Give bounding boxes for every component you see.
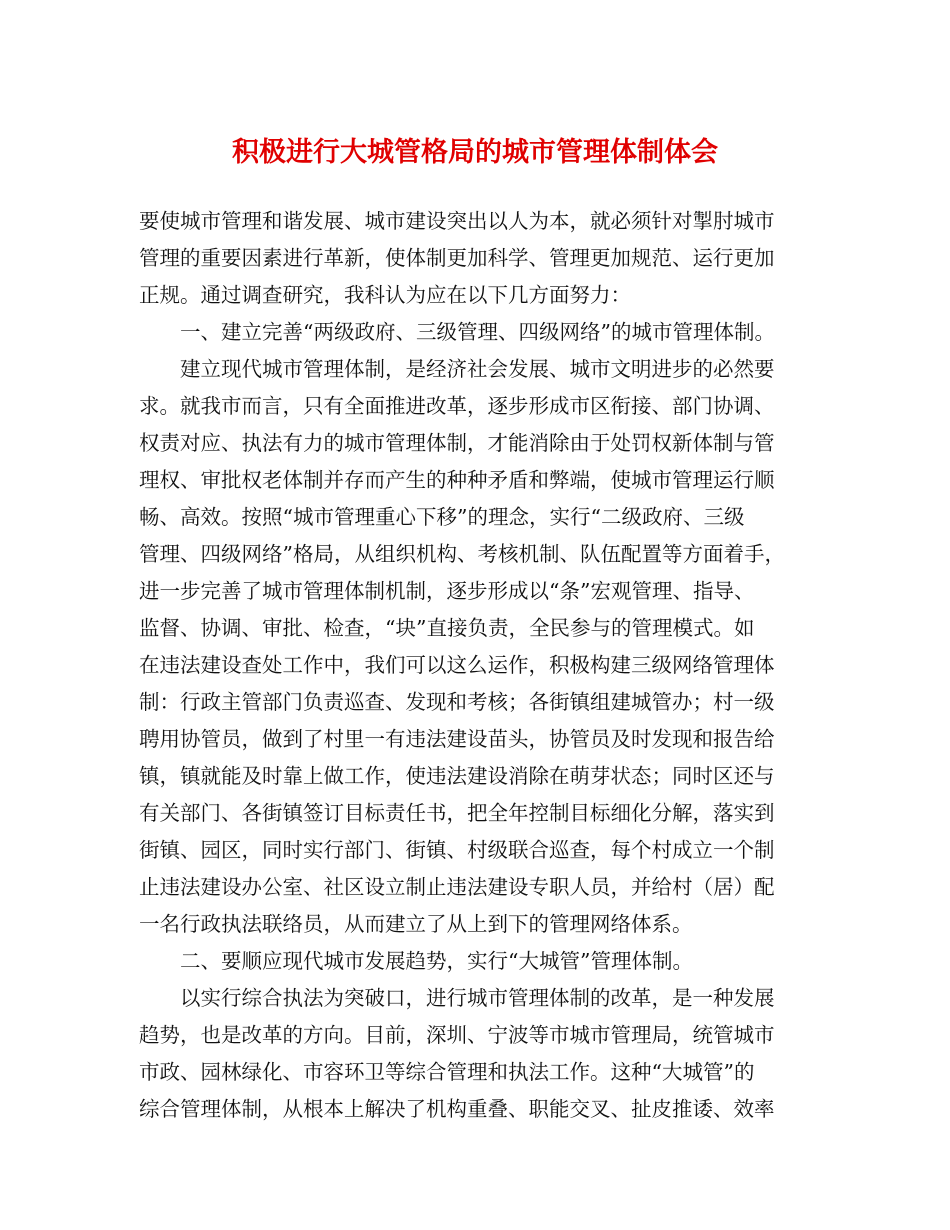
paragraph-line: 聘用协管员，做到了村里一有违法建设苗头，协管员及时发现和报告给	[139, 727, 775, 751]
paragraph-line: 综合管理体制，从根本上解决了机构重叠、职能交叉、扯皮推诿、效率	[139, 1097, 775, 1121]
paragraph-line: 止违法建设办公室、社区设立制止违法建设专职人员，并给村（居）配	[139, 875, 775, 899]
paragraph-line: 制：行政主管部门负责巡查、发现和考核；各街镇组建城管办；村一级	[139, 690, 775, 714]
paragraph-line: 趋势，也是改革的方向。目前，深圳、宁波等市城市管理局，统管城市	[139, 1023, 775, 1047]
paragraph-line: 街镇、园区，同时实行部门、街镇、村级联合巡查，每个村成立一个制	[139, 838, 775, 862]
paragraph-line: 进一步完善了城市管理体制机制，逐步形成以“条”宏观管理、指导、	[139, 579, 755, 603]
paragraph-line: 一名行政执法联络员，从而建立了从上到下的管理网络体系。	[139, 912, 693, 936]
paragraph-line: 管理、四级网络”格局，从组织机构、考核机制、队伍配置等方面着手，	[139, 542, 785, 566]
document-title: 积极进行大城管格局的城市管理体制体会	[232, 137, 718, 168]
paragraph-line: 以实行综合执法为突破口，进行城市管理体制的改革，是一种发展	[180, 986, 775, 1010]
paragraph-line: 管理的重要因素进行革新，使体制更加科学、管理更加规范、运行更加	[139, 246, 775, 270]
section-heading: 一、建立完善“两级政府、三级管理、四级网络”的城市管理体制。	[180, 320, 775, 344]
paragraph-line: 权责对应、执法有力的城市管理体制，才能消除由于处罚权新体制与管	[139, 431, 775, 455]
paragraph-line: 有关部门、各街镇签订目标责任书，把全年控制目标细化分解，落实到	[139, 801, 775, 825]
paragraph-line: 理权、审批权老体制并存而产生的种种矛盾和弊端，使城市管理运行顺	[139, 468, 775, 492]
paragraph-line: 在违法建设查处工作中，我们可以这么运作，积极构建三级网络管理体	[139, 653, 775, 677]
section-heading: 二、要顺应现代城市发展趋势，实行“大城管”管理体制。	[180, 949, 693, 973]
paragraph-line: 求。就我市而言，只有全面推进改革，逐步形成市区衔接、部门协调、	[139, 394, 775, 418]
paragraph-line: 建立现代城市管理体制，是经济社会发展、城市文明进步的必然要	[180, 357, 775, 381]
paragraph-line: 畅、高效。按照“城市管理重心下移”的理念，实行“二级政府、三级	[139, 505, 745, 529]
paragraph-line: 监督、协调、审批、检查，“块”直接负责，全民参与的管理模式。如	[139, 616, 755, 640]
paragraph-line: 正规。通过调查研究，我科认为应在以下几方面努力：	[139, 283, 631, 307]
paragraph-line: 要使城市管理和谐发展、城市建设突出以人为本，就必须针对掣肘城市	[139, 209, 775, 233]
paragraph-line: 镇，镇就能及时靠上做工作，使违法建设消除在萌芽状态；同时区还与	[139, 764, 775, 788]
paragraph-line: 市政、园林绿化、市容环卫等综合管理和执法工作。这种“大城管”的	[139, 1060, 755, 1084]
